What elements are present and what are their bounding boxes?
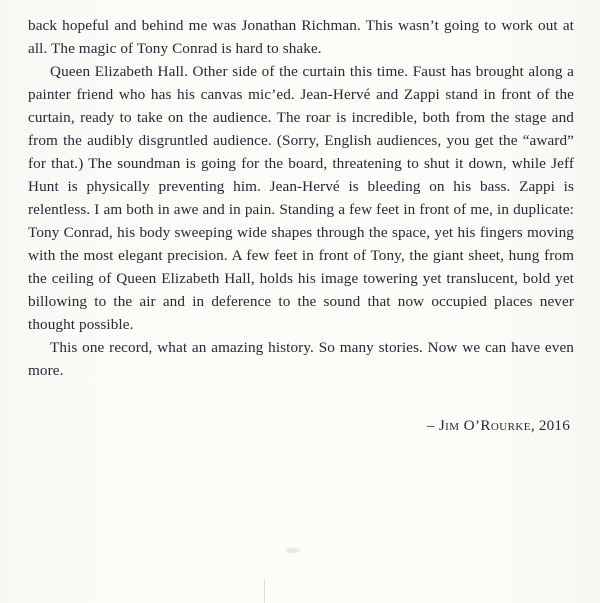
body-text: [28, 14, 574, 383]
signature-line: [28, 417, 574, 435]
signature-author: Jim O’Rourke: [438, 416, 531, 434]
paragraph-continued: back hopeful and behind me was Jonathan Richman. This wasn’t going to work out at all. The magic of Tony Conrad is hard to shake.: [28, 17, 574, 58]
signature-dash: –: [427, 416, 439, 434]
signature-year: , 2016: [530, 416, 570, 434]
paragraph-queen-elizabeth-hall: Queen Elizabeth Hall. Other side of the curtain this time. Faust has brought along a painter friend who has his canvas mic’ed. Jean-Hervé and Zappi stand in front of the curtain, ready to take on the audience. The roar is incredible, both from the stage and from the audibly disgruntled audience. (Sorry, English audiences, you get the “award” for that.) The soundman is going for the board, threatening to shut it down, while Jeff Hunt is physically preventing him. Jean-Hervé is bleeding on his bass. Zappi is relentless. I am both in awe and in pain. Standing a few feet in front of me, in duplicate: Tony Conrad, his body sweeping wide shapes through the space, yet his fingers moving with the most elegant precision. A few feet in front of Tony, the giant sheet, hung from the ceiling of Queen Elizabeth Hall, holds his image towering yet translucent, bold yet billowing to the air and in deference to the sound that now occupied places never thought possible.: [28, 63, 574, 334]
blank-page-space: [28, 435, 574, 585]
paragraph-closing: This one record, what an amazing history. So many stories. Now we can have even more.: [28, 339, 574, 380]
paper-blemish: [286, 548, 300, 553]
page-edge-rule: [264, 579, 305, 603]
